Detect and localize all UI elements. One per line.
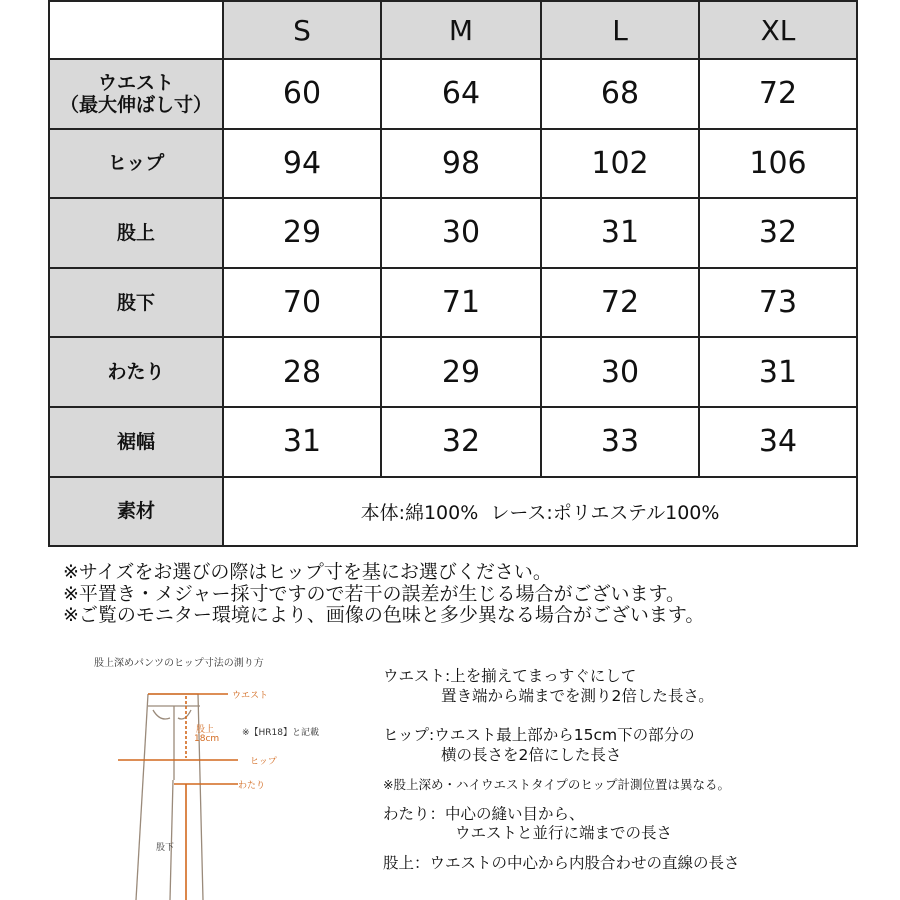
pants-illustration (78, 650, 378, 900)
size-notes (63, 562, 704, 627)
size-header-s: S (223, 1, 381, 59)
cell-hem-s: 31 (223, 407, 381, 477)
row-label-hem: 裾幅 (49, 407, 223, 477)
cell-waist-s: 60 (223, 59, 381, 129)
measure-lines (118, 694, 238, 900)
size-header-row (49, 1, 857, 59)
row-label-inseam: 股下 (49, 268, 223, 338)
cell-waist-m: 64 (381, 59, 541, 129)
size-header-m: M (381, 1, 541, 59)
figure-waist-label: ウエスト (232, 691, 269, 701)
cell-rise-l: 31 (541, 198, 699, 268)
explain-waist-2: 置き端から端までを測り2倍した長さ。 (441, 686, 714, 705)
size-header-l: L (541, 1, 699, 59)
size-chart-table (48, 0, 858, 547)
explain-hip-note: ※股上深め・ハイウエストタイプのヒップ計測位置は異なる。 (383, 777, 730, 792)
note-line: ※平置き・メジャー採寸ですので若干の誤差が生じる場合がございます。 (63, 582, 686, 605)
cell-thigh-s: 28 (223, 337, 381, 407)
row-label-waist (49, 59, 223, 129)
note-line: ※ご覧のモニター環境により、画像の色味と多少異なる場合がございます。 (63, 604, 705, 626)
figure-thigh-label: わたり (238, 781, 266, 791)
explain-thigh-2: ウエストと並行に端までの長さ (455, 824, 673, 842)
cell-hem-l: 33 (541, 407, 699, 477)
corner-cell (49, 1, 223, 59)
figure-rise-value: 18cm (194, 734, 220, 744)
figure-inseam-label: 股下 (156, 843, 175, 853)
row-thigh (49, 337, 857, 407)
note-line: ※サイズをお選びの際はヒップ寸を基にお選びください。 (63, 561, 552, 583)
cell-thigh-xl: 31 (699, 337, 857, 407)
measurement-figure (78, 650, 378, 900)
cell-waist-l: 68 (541, 59, 699, 129)
cell-inseam-m: 71 (381, 268, 541, 338)
cell-waist-xl: 72 (699, 59, 857, 129)
cell-rise-xl: 32 (699, 198, 857, 268)
explain-hip-1: ヒップ:ウエスト最上部から15cm下の部分の (383, 726, 695, 744)
cell-inseam-s: 70 (223, 268, 381, 338)
figure-title: 股上深めパンツのヒップ寸法の測り方 (94, 658, 264, 669)
cell-thigh-l: 30 (541, 337, 699, 407)
row-hem (49, 407, 857, 477)
row-rise (49, 198, 857, 268)
explain-thigh-1: わたり：中心の縫い目から、 (383, 804, 585, 823)
cell-hem-xl: 34 (699, 407, 857, 477)
cell-hem-m: 32 (381, 407, 541, 477)
figure-note: ※【HR18】と記載 (242, 728, 320, 738)
row-label-rise: 股上 (49, 198, 223, 268)
explain-waist-1: ウエスト:上を揃えてまっすぐにして (383, 667, 637, 685)
row-label-material: 素材 (49, 477, 223, 547)
row-inseam (49, 268, 857, 338)
cell-inseam-xl: 73 (699, 268, 857, 338)
row-label-hip: ヒップ (49, 129, 223, 199)
row-label-thigh: わたり (49, 337, 223, 407)
explain-hip-2: 横の長さを2倍にした長さ (441, 745, 622, 764)
cell-rise-s: 29 (223, 198, 381, 268)
cell-inseam-l: 72 (541, 268, 699, 338)
cell-hip-m: 98 (381, 129, 541, 199)
row-waist (49, 59, 857, 129)
cell-hip-l: 102 (541, 129, 699, 199)
measurement-explanations (383, 667, 740, 873)
cell-thigh-m: 29 (381, 337, 541, 407)
cell-hip-xl: 106 (699, 129, 857, 199)
pants-outline (136, 694, 203, 900)
cell-hip-s: 94 (223, 129, 381, 199)
material-value: 本体:綿100% レース:ポリエステル100% (223, 477, 857, 547)
figure-hip-label: ヒップ (250, 757, 277, 767)
row-material (49, 477, 857, 547)
row-hip (49, 129, 857, 199)
explain-rise-1: 股上：ウエストの中心から内股合わせの直線の長さ (383, 853, 740, 872)
size-header-xl: XL (699, 1, 857, 59)
figure-rise-label: 股上 (196, 725, 215, 735)
cell-rise-m: 30 (381, 198, 541, 268)
row-label-waist-text: ウエスト （最大伸ばし寸） (59, 71, 212, 116)
